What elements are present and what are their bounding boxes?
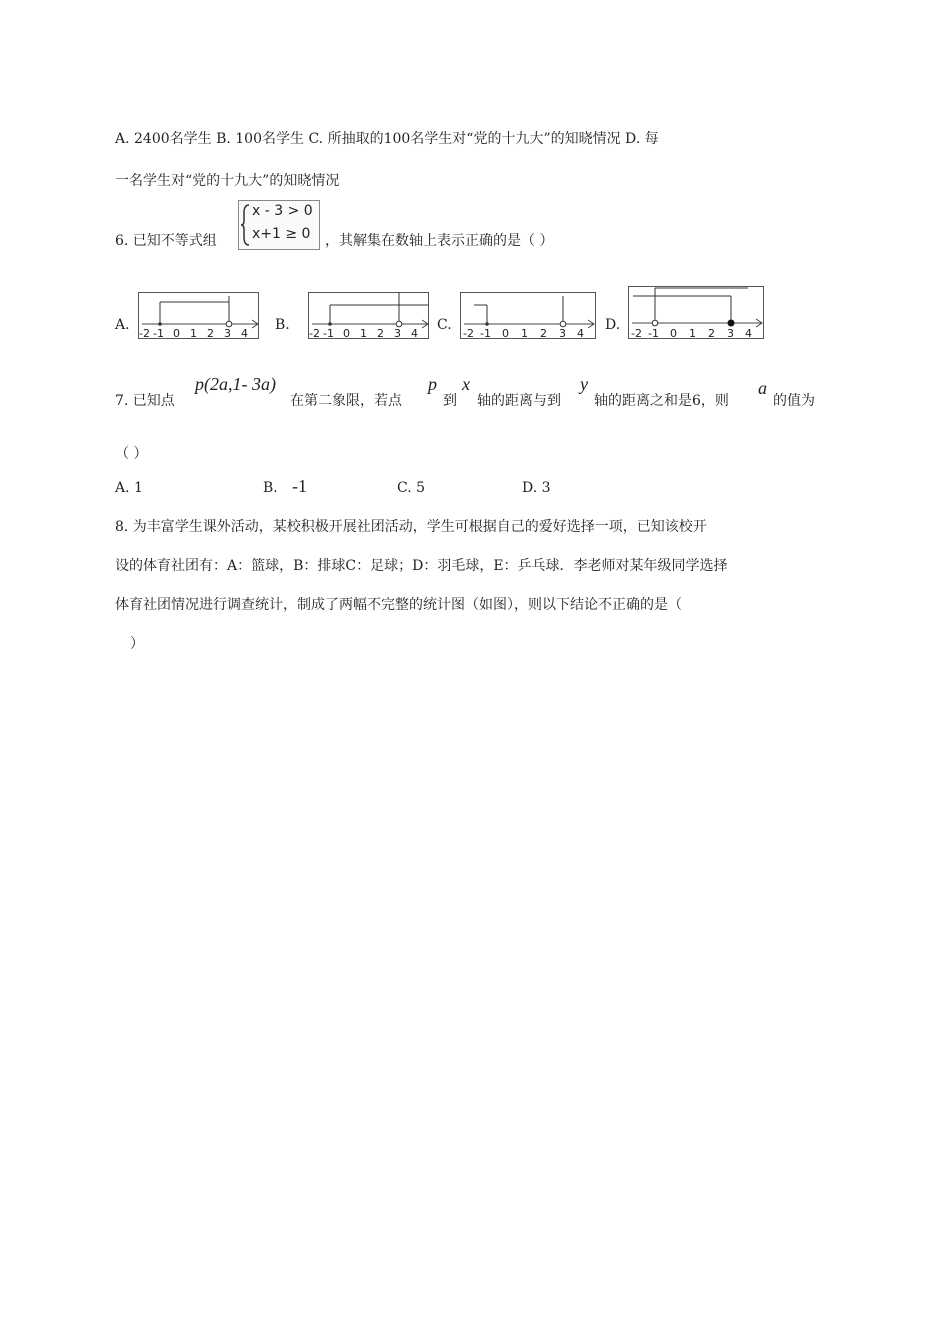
q8-line1: 8. 为丰富学生课外活动，某校积极开展社团活动，学生可根据自己的爱好选择一项，已知该校开 <box>115 519 707 535</box>
tick-label: 0 <box>670 327 677 340</box>
q7-var-y: y <box>580 374 588 394</box>
tick-label: 3 <box>224 327 231 340</box>
q7-prefix: 7. 已知点 <box>115 393 175 409</box>
q7-text-4: 轴的距离之和是6，则 <box>594 393 729 409</box>
q5-options-line1: A. 2400名学生 B. 100名学生 C. 所抽取的100名学生对“党的十九大”的知晓情况 D. 每 <box>115 131 659 147</box>
q7-text-2: 到 <box>443 393 457 409</box>
q7-text-3: 轴的距离与到 <box>477 393 561 409</box>
tick-label: -1 <box>480 327 491 340</box>
tick-label: -2 <box>139 327 150 340</box>
tick-label: 4 <box>745 327 752 340</box>
q7-option-b-value: -1 <box>292 476 307 496</box>
number-line-b <box>308 292 433 340</box>
tick-label: -2 <box>309 327 320 340</box>
tick-label: 4 <box>241 327 248 340</box>
q7-option-a: A. 1 <box>115 480 143 496</box>
q7-var-a: a <box>758 378 767 398</box>
inequality-2: x+1 ≥ 0 <box>252 226 311 242</box>
q7-var-x: x <box>462 374 470 394</box>
tick-label: 2 <box>540 327 547 340</box>
tick-label: 3 <box>727 327 734 340</box>
tick-label: -2 <box>463 327 474 340</box>
q7-option-b-label: B. <box>263 480 278 496</box>
tick-label: 1 <box>360 327 367 340</box>
number-line-c <box>460 292 600 340</box>
q6-option-c-label: C. <box>437 317 452 333</box>
tick-label: 3 <box>394 327 401 340</box>
q7-option-c: C. 5 <box>397 480 426 496</box>
tick-label: -1 <box>648 327 659 340</box>
q7-answer-paren: （ ） <box>115 446 148 462</box>
q5-options-line2: 一名学生对“党的十九大”的知晓情况 <box>115 173 340 189</box>
q8-line4: ） <box>130 636 144 652</box>
inequality-1: x - 3 > 0 <box>252 203 313 219</box>
tick-label: 0 <box>173 327 180 340</box>
q6-option-d-label: D. <box>605 317 621 333</box>
q6-prefix: 6. 已知不等式组 <box>115 233 217 249</box>
tick-label: 0 <box>502 327 509 340</box>
q8-line2: 设的体育社团有：A：篮球，B：排球C：足球；D：羽毛球，E：乒乓球．李老师对某年级同学选择 <box>115 558 728 574</box>
tick-label: 1 <box>521 327 528 340</box>
tick-label: 2 <box>708 327 715 340</box>
tick-label: 1 <box>190 327 197 340</box>
number-line-d <box>628 286 768 340</box>
tick-label: 0 <box>343 327 350 340</box>
tick-label: 4 <box>577 327 584 340</box>
q7-text-1: 在第二象限，若点 <box>290 393 402 409</box>
q7-option-d: D. 3 <box>522 480 551 496</box>
tick-label: -2 <box>631 327 642 340</box>
tick-label: 4 <box>411 327 418 340</box>
number-line-a <box>138 292 263 340</box>
inequality-system-image <box>238 200 320 250</box>
q6-option-b-label: B. <box>275 317 290 333</box>
q8-line3: 体育社团情况进行调查统计，制成了两幅不完整的统计图（如图），则以下结论不正确的是（ <box>115 597 682 613</box>
tick-label: -1 <box>153 327 164 340</box>
tick-label: 3 <box>559 327 566 340</box>
q6-option-a-label: A. <box>115 317 130 333</box>
q7-var-p: p <box>428 374 437 394</box>
tick-label: 2 <box>377 327 384 340</box>
q7-point-expression: p(2a,1- 3a) <box>195 374 276 394</box>
q7-text-5: 的值为 <box>773 393 815 409</box>
q6-suffix: ，其解集在数轴上表示正确的是（ ） <box>325 233 554 249</box>
tick-label: 1 <box>689 327 696 340</box>
tick-label: -1 <box>323 327 334 340</box>
tick-label: 2 <box>207 327 214 340</box>
